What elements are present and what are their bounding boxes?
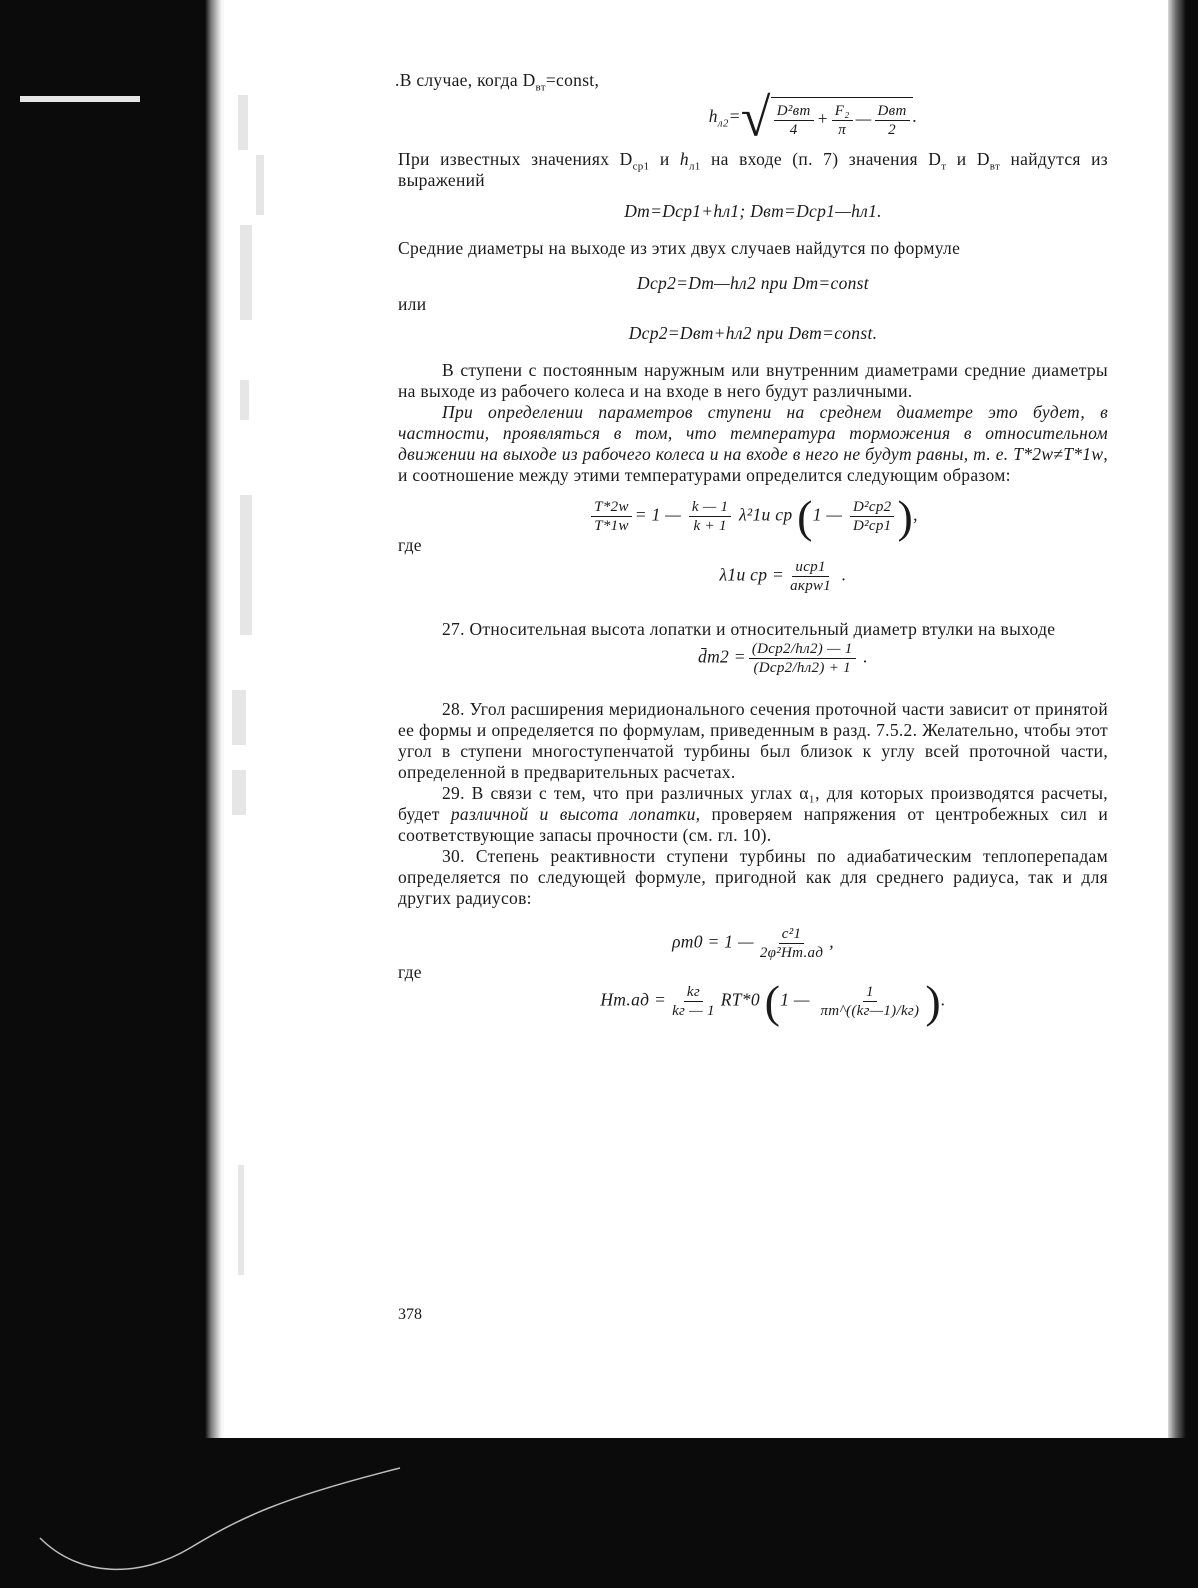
page-edge: [205, 0, 225, 1440]
formula-temp-ratio: $\frac{T*2w}{T*1w}$ = 1 — $\frac{k — 1}{k + 1}$ λ²1u ср (1 — $\frac{\text{D²ср2}}{\text{D²ср1}}$ ),: [398, 498, 1108, 535]
paragraph-30: 30. Степень реактивности ступени турбины по адиабатическим теплоперепадам определяется по следующей формуле, пригодной как для среднего радиуса, так и для других радиусов:: [398, 846, 1108, 908]
scan-curve: [0, 1428, 420, 1588]
paragraph-define: При определении параметров ступени на среднем диаметре это будет, в частности, проявляться в том, что температура торможения в относительном движении на выходе из рабочего колеса и на входе в него не будут равны, т. е. T*2w≠T*1w, и соотношение между этими температурами определится следующим образом:: [398, 402, 1108, 485]
formula-rho: ρт0 = 1 — $\frac{\text{c²1}}{\text{2φ²Hт.ад}}$ ,: [672, 926, 834, 961]
word-where-1: где: [398, 535, 422, 555]
formula-dt-dvt: Dт=Dср1+hл1; Dвт=Dср1—hл1.: [624, 201, 882, 221]
formula-dcp2-b: Dср2=Dвт+hл2 при Dвт=const.: [628, 323, 878, 343]
paragraph-known-values: При известных значениях $D_{ср1}$ и $h_{л1}$ на входе (п. 7) значения $D_т$ и $D_{вт}$ найдутся из выражений: [398, 149, 1109, 190]
scan-shadow-left: [0, 0, 218, 1588]
scan-shadow-right: [1168, 0, 1198, 1588]
page-number: 378: [398, 1306, 422, 1323]
word-or: или: [398, 294, 427, 314]
formula-lambda: λ1u ср = $\frac{\text{uср1}}{\text{aкрw1}}$ .: [719, 559, 847, 594]
paragraph-27: 27. Относительная высота лопатки и относительный диаметр втулки на выходе: [442, 619, 1056, 639]
paragraph-28: 28. Угол расширения меридионального сечения проточной части зависит от принятой ее формы и определяется по формулам, приведенным в разд. 7.5.2. Желательно, чтобы этот угол в ступени многоступенчатой турбины был близок к углу всей проточной части, определенной в предварительных расчетах.: [398, 699, 1108, 782]
paragraph-stage: В ступени с постоянным наружным или внутренним диаметрами средние диаметры на выходе из рабочего колеса и на входе в него будут различными.: [398, 360, 1108, 401]
intro-line: .В случае, когда $D_{вт}=const$,: [395, 70, 600, 94]
paragraph-29: 29. В связи с тем, что при различных углах α₁, для которых производятся расчеты, будет различной и высота лопатки, проверяем напряжения от центробежных сил и соответствующие запасы прочности (см. гл. 10).: [398, 783, 1108, 845]
word-where-2: где: [398, 962, 422, 982]
paragraph-mean-diameters: Средние диаметры на выходе из этих двух случаев найдутся по формуле: [398, 238, 961, 258]
book-page: [395, 70, 1109, 1027]
formula-dcp2-a: Dср2=Dт—hл2 при Dт=const: [637, 273, 869, 293]
formula-hl2: $h_{л2}=√$ $\frac{\text{D²вт}}{4}$ + $\frac{\text{F₂}}{\pi}$ — $\frac{\text{Dвт}}{2}$ .: [708, 87, 918, 148]
formula-h-ad: Hт.ад = $\frac{kг}{kг — 1}$ RT*0 (1 — $\frac{1}{\pi т\^{}((kг—1)/kг)}$ ).: [600, 976, 946, 1027]
formula-d-rel: d̄т2 = $\frac{\text{(Dср2/hл2) — 1}}{\text{(Dср2/hл2) + 1}}$ .: [698, 641, 868, 676]
